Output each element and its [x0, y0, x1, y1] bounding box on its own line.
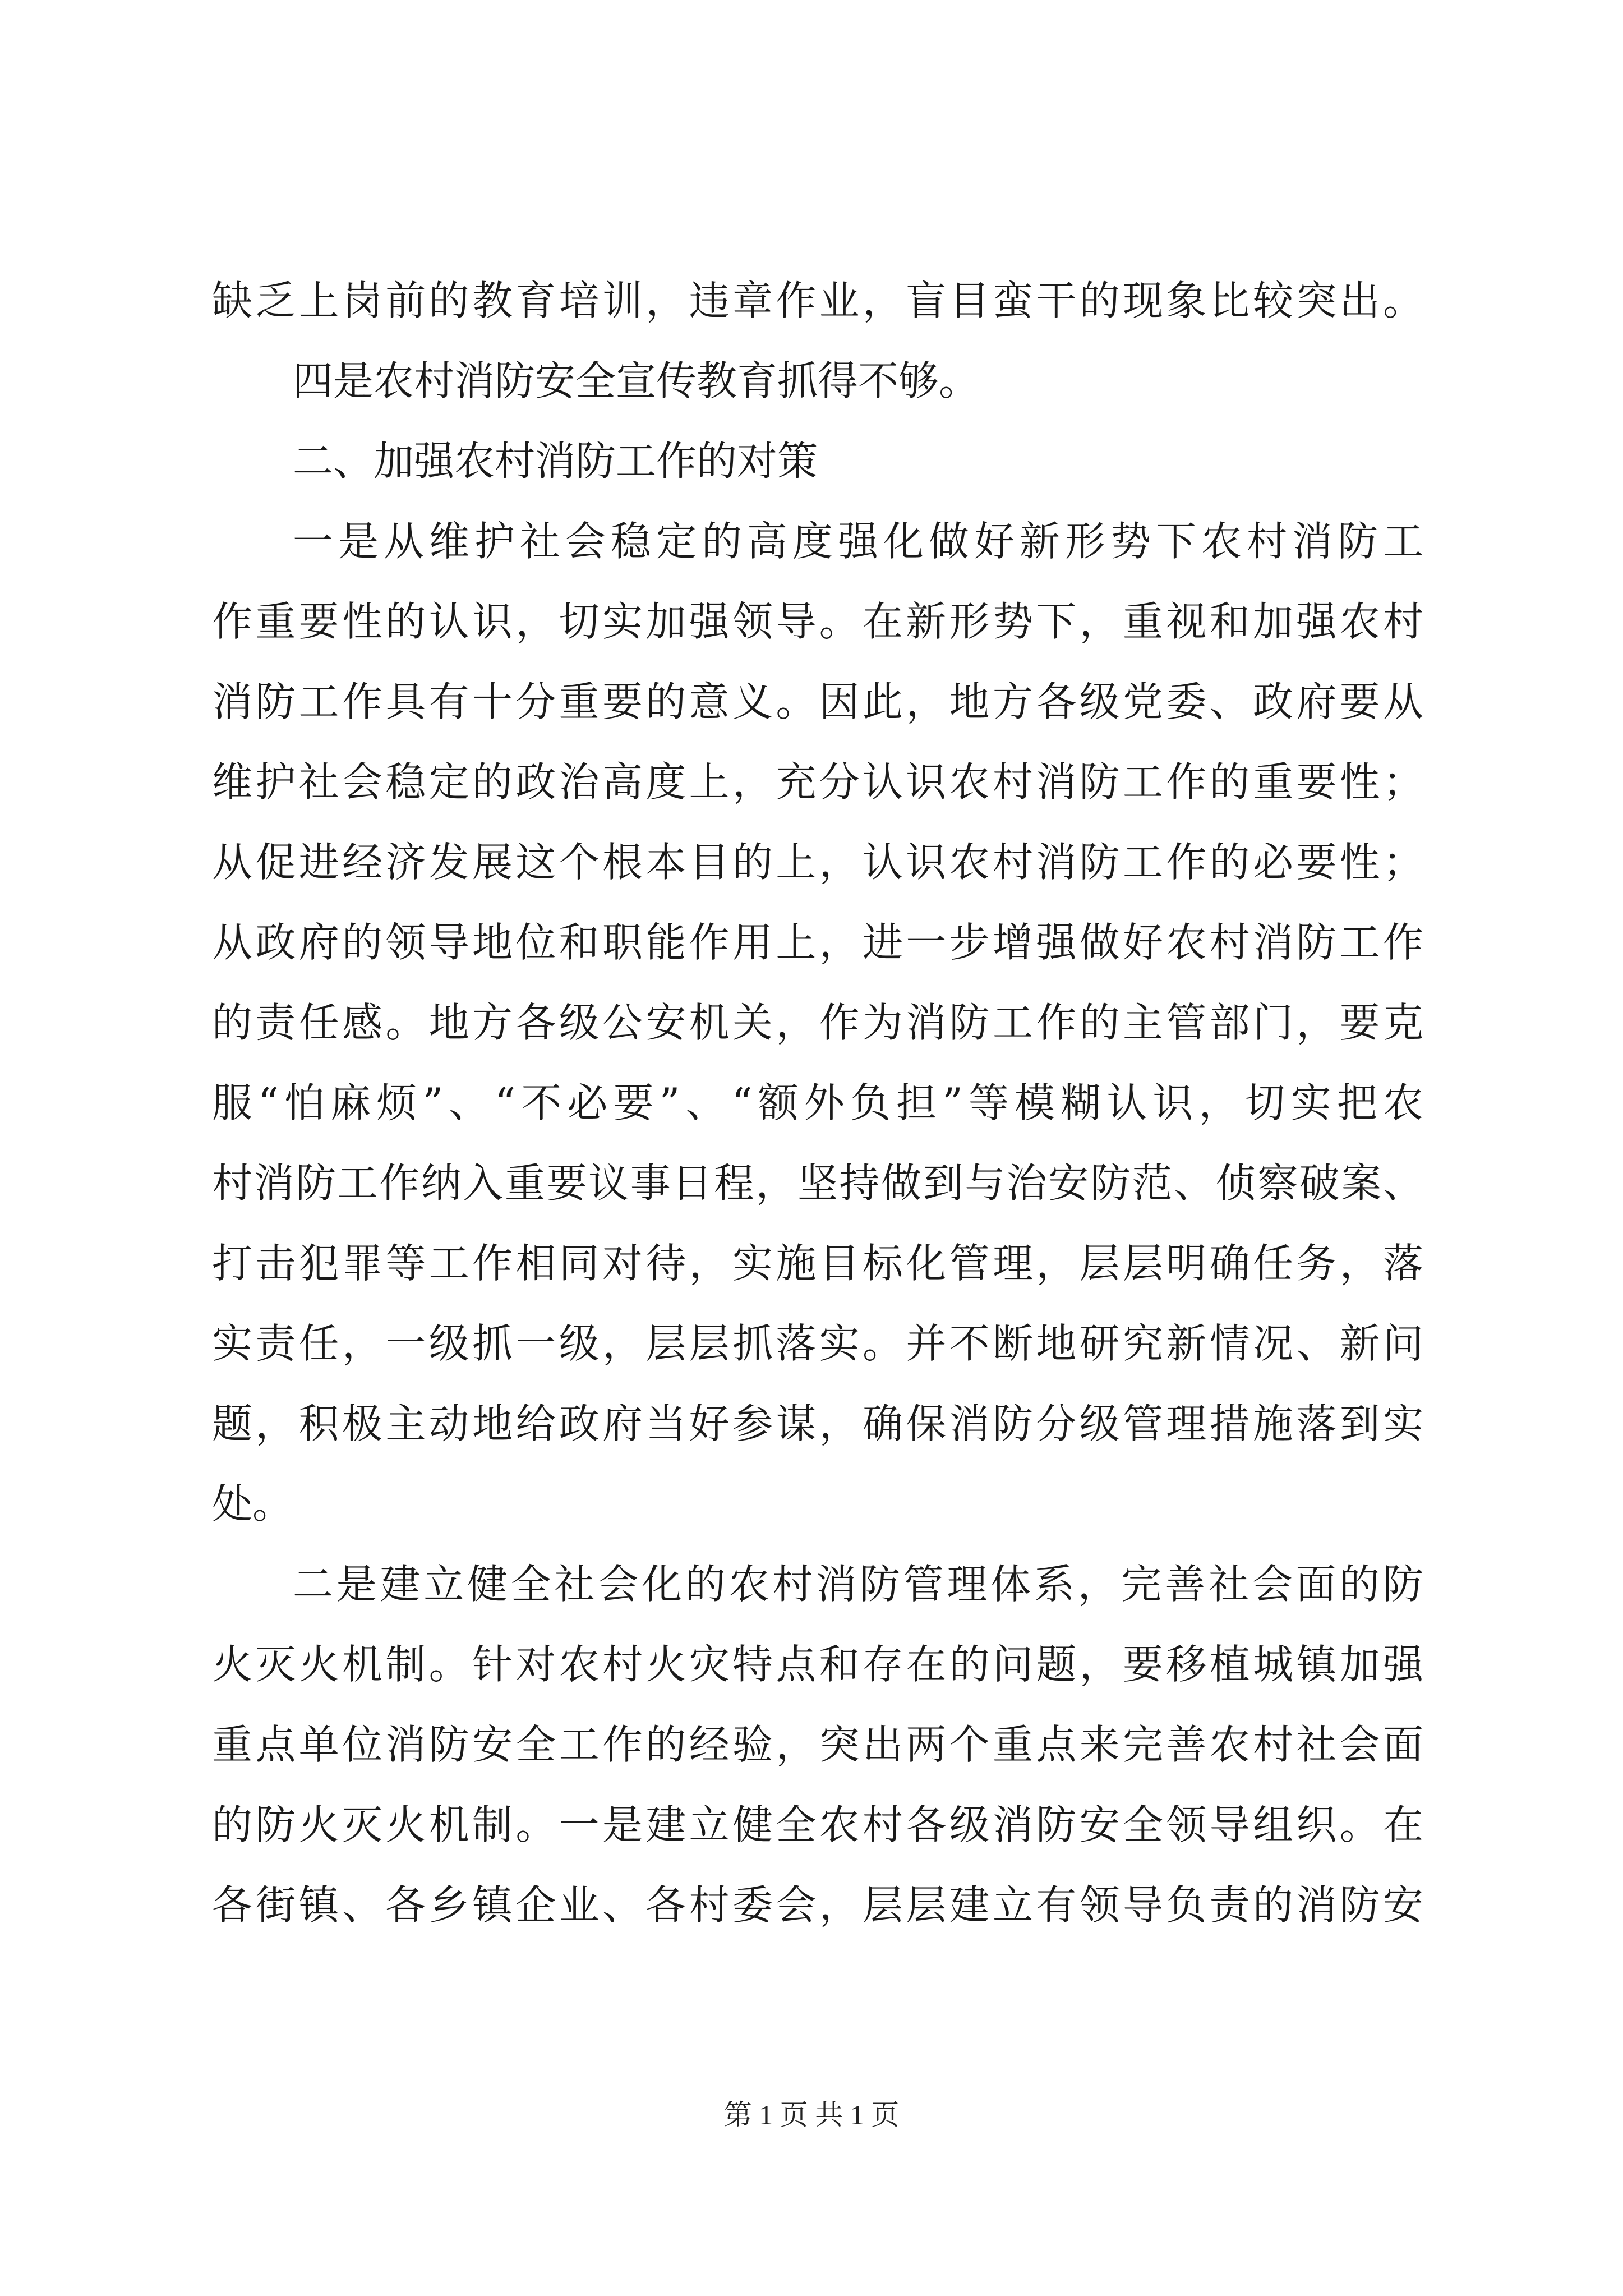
page-footer: 第 1 页 共 1 页 — [723, 2099, 900, 2131]
text-line: 实责任，一级抓一级，层层抓落实。并不断地研究新情况、新问 — [212, 1320, 1423, 1367]
text-line: 的责任感。地方各级公安机关，作为消防工作的主管部门，要克 — [212, 999, 1423, 1046]
text-line: 从促进经济发展这个根本目的上，认识农村消防工作的必要性； — [212, 839, 1423, 886]
text-line: 四是农村消防安全宣传教育抓得不够。 — [293, 357, 980, 404]
text-line: 村消防工作纳入重要议事日程，坚持做到与治安防范、侦察破案、 — [212, 1159, 1423, 1207]
text-line: 服“怕麻烦”、“不必要”、“额外负担”等模糊认识，切实把农 — [212, 1079, 1423, 1126]
text-line: 作重要性的认识，切实加强领导。在新形势下，重视和加强农村 — [212, 598, 1423, 645]
text-line: 重点单位消防安全工作的经验，突出两个重点来完善农村社会面 — [212, 1721, 1423, 1768]
text-line: 题，积极主动地给政府当好参谋，确保消防分级管理措施落到实 — [212, 1400, 1423, 1447]
text-line: 一是从维护社会稳定的高度强化做好新形势下农村消防工 — [293, 518, 1423, 565]
text-line: 缺乏上岗前的教育培训，违章作业，盲目蛮干的现象比较突出。 — [212, 277, 1423, 324]
text-line: 的防火灭火机制。一是建立健全农村各级消防安全领导组织。在 — [212, 1801, 1423, 1848]
text-line: 二是建立健全社会化的农村消防管理体系，完善社会面的防 — [293, 1561, 1423, 1608]
document-body — [212, 261, 1423, 1945]
text-line: 处。 — [212, 1480, 293, 1527]
text-line: 打击犯罪等工作相同对待，实施目标化管理，层层明确任务，落 — [212, 1240, 1423, 1287]
text-line: 维护社会稳定的政治高度上，充分认识农村消防工作的重要性； — [212, 758, 1423, 806]
text-line: 各街镇、各乡镇企业、各村委会，层层建立有领导负责的消防安 — [212, 1881, 1423, 1929]
text-line: 从政府的领导地位和职能作用上，进一步增强做好农村消防工作 — [212, 919, 1423, 966]
text-line: 消防工作具有十分重要的意义。因此，地方各级党委、政府要从 — [212, 678, 1423, 725]
section-heading: 二、加强农村消防工作的对策 — [293, 438, 818, 485]
text-line: 火灭火机制。针对农村火灾特点和存在的问题，要移植城镇加强 — [212, 1641, 1423, 1688]
